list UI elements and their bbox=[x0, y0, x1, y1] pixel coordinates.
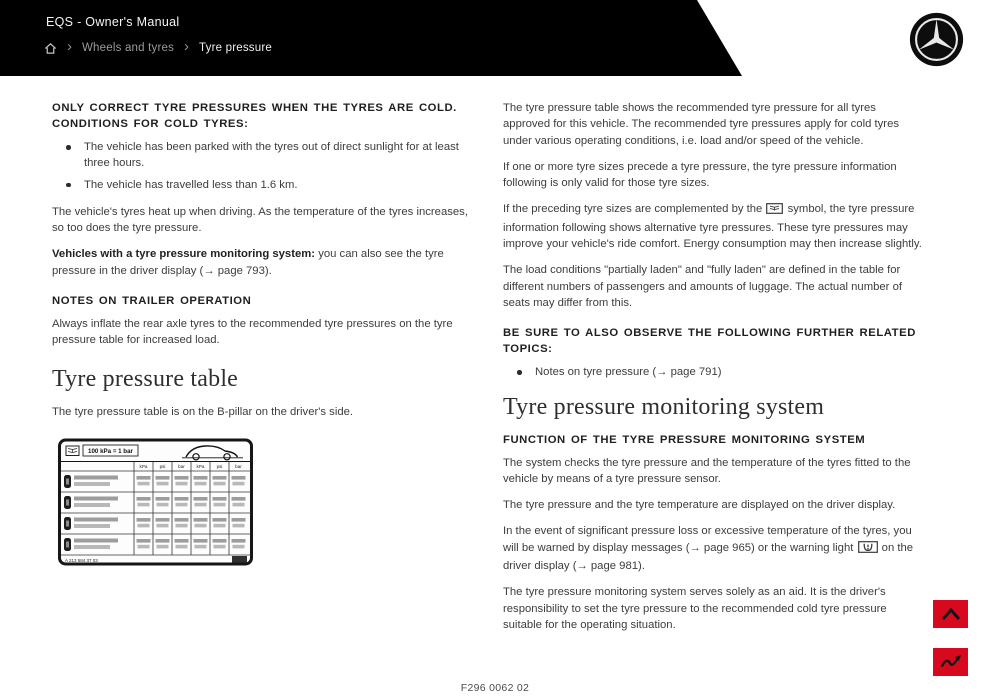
swoosh-arrow-icon bbox=[938, 651, 964, 673]
warning-paragraph-before: In the event of significant pressure loss or excessive temperature of the tyres, you will be warned by display messages (→ page 965) or the warning light bbox=[503, 525, 912, 554]
chevron-right-icon: › bbox=[184, 38, 190, 55]
related-topics-heading: BE SURE TO ALSO OBSERVE THE FOLLOWING FURTHER RELATED TOPICS: bbox=[503, 327, 916, 356]
page-action-button[interactable] bbox=[933, 648, 968, 676]
related-topics-list bbox=[503, 364, 923, 380]
header-bar bbox=[0, 0, 990, 76]
tpms-function-paragraph: The system checks the tyre pressure and the temperature of the tyres fitted to the vehicle by means of a tyre pressure sensor. bbox=[503, 456, 911, 485]
unit-header: kPa bbox=[196, 463, 205, 469]
table-location-paragraph: The tyre pressure table is on the B-pillar on the driver's side. bbox=[52, 405, 354, 418]
tpms-display-paragraph: The tyre pressure and the tyre temperature are displayed on the driver display. bbox=[503, 499, 896, 512]
monitoring-note-lead: Vehicles with a tyre pressure monitoring system: bbox=[52, 248, 316, 261]
tyre-pressure-label-image bbox=[56, 433, 256, 573]
unit-header: bar bbox=[178, 463, 185, 469]
list-item: The vehicle has travelled less than 1.6 km. bbox=[52, 177, 472, 193]
chevron-up-icon bbox=[940, 606, 962, 622]
unit-header: kPa bbox=[139, 463, 148, 469]
cold-conditions-list bbox=[52, 139, 472, 193]
home-icon[interactable] bbox=[44, 42, 57, 55]
monitoring-note-rest: you can also see the tyre pressure in the driver display (→ page 793). bbox=[52, 248, 444, 277]
symbol-paragraph bbox=[503, 201, 923, 252]
tpms-function-heading: FUNCTION OF THE TYRE PRESSURE MONITORING SYSTEM bbox=[503, 433, 866, 446]
unit-header: bar bbox=[235, 463, 242, 469]
scroll-to-top-button[interactable] bbox=[933, 600, 968, 628]
right-column bbox=[503, 100, 923, 643]
manual-book-icon bbox=[766, 203, 783, 219]
kpa-bar-conversion: 100 kPa = 1 bar bbox=[88, 447, 133, 455]
monitoring-note-paragraph bbox=[52, 246, 472, 279]
symbol-paragraph-before: If the preceding tyre sizes are complemented by the bbox=[503, 203, 763, 216]
list-item: Notes on tyre pressure (→ page 791) bbox=[503, 364, 923, 380]
mercedes-star-icon bbox=[908, 11, 965, 68]
list-item: The vehicle has been parked with the tyres out of direct sunlight for at least three hours. bbox=[52, 139, 472, 172]
load-conditions-paragraph: The load conditions "partially laden" and "fully laden" are defined in the table for different numbers of passengers and amounts of luggage. The actual number of seats may differ from this. bbox=[503, 264, 902, 309]
app-title: EQS - Owner's Manual bbox=[46, 15, 180, 29]
tyre-pressure-table-title: Tyre pressure table bbox=[52, 365, 239, 392]
heat-up-paragraph: The vehicle's tyres heat up when driving. As the temperature of the tyres increases, so too does the tyre pressure. bbox=[52, 205, 468, 235]
symbol-paragraph-after: symbol, the tyre pressure information following shows alternative tyre pressures. These tyre pressures may improve your vehicle's ride comfort. Energy consumption may then increase slightly. bbox=[503, 203, 922, 251]
unit-header: psi bbox=[216, 463, 223, 469]
cold-conditions-heading: ONLY CORRECT TYRE PRESSURES WHEN THE TYRES ARE COLD. CONDITIONS FOR COLD TYRES: bbox=[52, 102, 457, 130]
trailer-heading: NOTES ON TRAILER OPERATION bbox=[52, 295, 252, 308]
label-part-number: A 213 584 37 03 bbox=[65, 557, 98, 563]
breadcrumb-tyre-pressure: Tyre pressure bbox=[199, 42, 272, 54]
breadcrumb-wheels-and-tyres[interactable]: Wheels and tyres bbox=[82, 42, 175, 54]
chevron-right-icon: › bbox=[67, 38, 72, 55]
tpms-section-title: Tyre pressure monitoring system bbox=[503, 393, 825, 420]
document-code: F296 0062 02 bbox=[460, 682, 530, 694]
left-column bbox=[52, 100, 472, 573]
table-intro-paragraph: The tyre pressure table shows the recommended tyre pressure for all tyres approved for this vehicle. The recommended tyre pressures apply for cold tyres under various operating conditions, i.e. load and/or speed of the vehicle. bbox=[503, 102, 899, 147]
breadcrumb bbox=[44, 38, 272, 58]
tyre-sizes-paragraph: If one or more tyre sizes precede a tyre pressure, the tyre pressure information following is only valid for those tyre sizes. bbox=[503, 160, 897, 190]
tpms-warning-paragraph bbox=[503, 523, 923, 574]
warning-paragraph-after: on the driver display (→ page 981). bbox=[503, 541, 914, 573]
tpms-aid-paragraph: The tyre pressure monitoring system serves solely as an aid. It is the driver's responsibility to set the tyre pressure to the recommended cold tyre pressure suitable for the operating situation. bbox=[503, 586, 887, 631]
unit-header: psi bbox=[159, 463, 166, 469]
mercedes-logo bbox=[908, 11, 965, 68]
tyre-pressure-warning-icon bbox=[858, 541, 878, 558]
trailer-paragraph: Always inflate the rear axle tyres to the recommended tyre pressures on the tyre pressure table for increased load. bbox=[52, 318, 453, 347]
